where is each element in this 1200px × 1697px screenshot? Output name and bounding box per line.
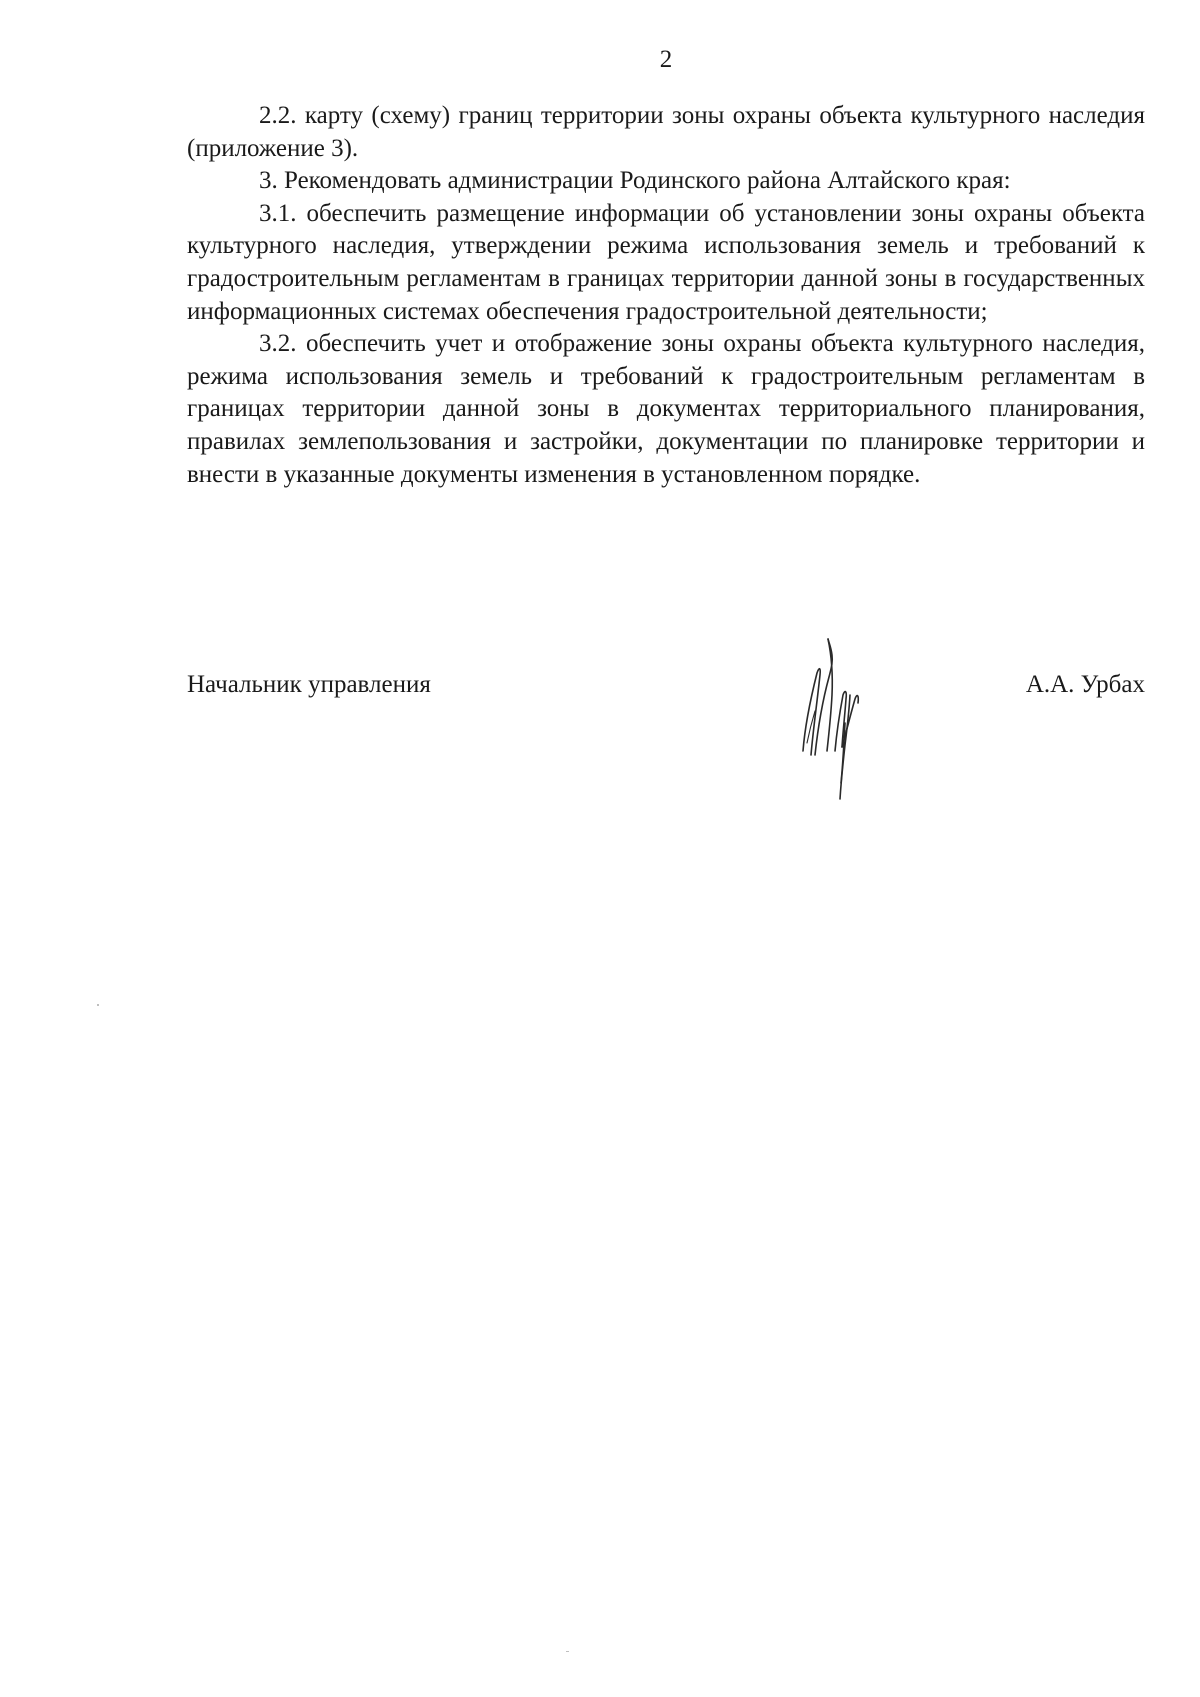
signatory-name: А.А. Урбах [1025, 671, 1145, 698]
scan-speck [566, 1651, 569, 1652]
page-number: 2 [659, 46, 673, 73]
paragraph-2-2: 2.2. карту (схему) границ территории зоны охраны объекта культурного наследия (приложение 3). [187, 102, 1145, 162]
paragraph-3: 3. Рекомендовать администрации Родинского района Алтайского края: [259, 167, 1011, 195]
signatory-position: Начальник управления [187, 671, 431, 698]
handwritten-signature [785, 633, 895, 803]
paragraph-3-1: 3.1. обеспечить размещение информации об установлении зоны охраны объекта культурного наследия, утверждении режима использования земель и требований к градостроительным регламентам в границах территории данной зоны в государственных информационных системах обеспечения градостроительной деятельности; [187, 199, 1145, 325]
scan-speck [97, 1004, 99, 1006]
document-body [187, 100, 1145, 491]
signature-block [187, 655, 1145, 795]
paragraph-3-2: 3.2. обеспечить учет и отображение зоны охраны объекта культурного наследия, режима использования земель и требований к градостроительным регламентам в границах территории данной зоны в документах территориального планирования, правилах землепользования и застройки, документации по планировке территории и внести в указанные документы изменения в установленном порядке. [187, 330, 1145, 488]
